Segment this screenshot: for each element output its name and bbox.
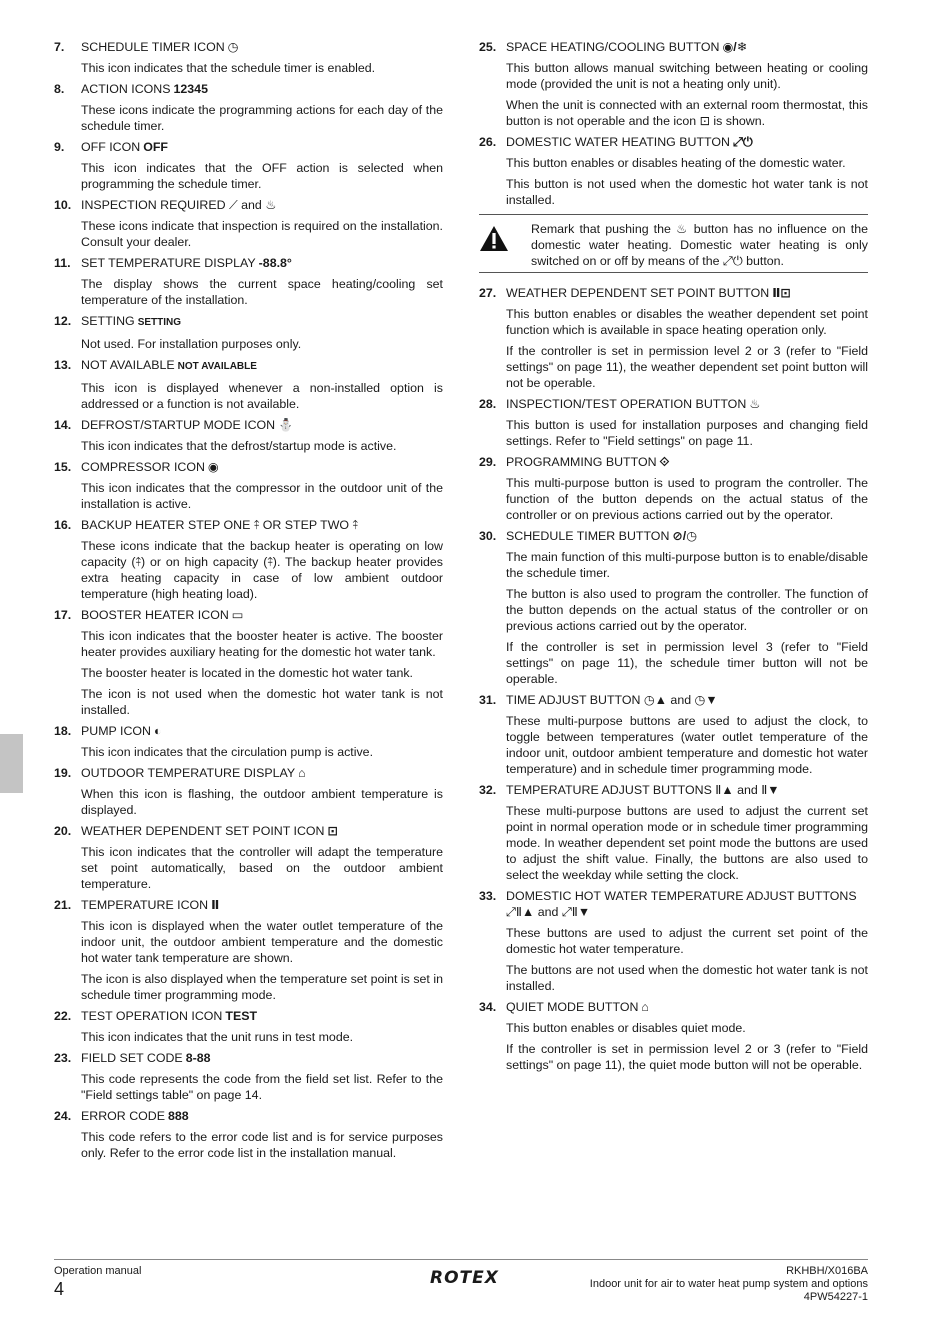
item-title-text: INSPECTION REQUIRED ⟋ and ♨ (81, 198, 277, 212)
item-symbol-icon: NOT AVAILABLE (177, 361, 257, 372)
item-title (81, 765, 443, 781)
item-number: 15. (54, 460, 72, 474)
item-symbol-icon: ⤢⏻ (732, 135, 753, 149)
item-number: 20. (54, 824, 72, 838)
item-number: 10. (54, 198, 72, 212)
manual-item (479, 396, 868, 449)
item-title (81, 39, 443, 55)
footer-divider (54, 1259, 868, 1260)
item-title-text: COMPRESSOR ICON (81, 460, 205, 474)
item-title-text: SPACE HEATING/COOLING BUTTON (506, 40, 720, 54)
brand-logo: ROTEX (430, 1268, 499, 1288)
item-title-text: ACTION ICONS (81, 82, 171, 96)
item-title (506, 39, 868, 55)
item-symbol-icon: ◉/❄ (722, 40, 748, 54)
item-paragraph: The display shows the current space heating/cooling set temperature of the installation. (81, 277, 443, 307)
item-symbol-icon: ▭ (231, 608, 244, 622)
item-heading (479, 39, 868, 55)
item-symbol-icon: ⟐ (659, 455, 670, 469)
item-number: 27. (479, 286, 497, 300)
item-title (506, 528, 868, 544)
item-paragraph: The buttons are not used when the domestic hot water tank is not installed. (506, 963, 868, 993)
item-title-text: TEST OPERATION ICON (81, 1009, 223, 1023)
item-heading (54, 1108, 443, 1124)
manual-item (54, 823, 443, 892)
item-title (506, 396, 868, 412)
item-paragraph: These icons indicate that inspection is required on the installation. Consult your dealer. (81, 219, 443, 249)
item-paragraph: This icon is displayed whenever a non-installed option is addressed or a function is not available. (81, 381, 443, 411)
item-title-text: WEATHER DEPENDENT SET POINT ICON (81, 824, 325, 838)
item-paragraph: If the controller is set in permission level 2 or 3 (refer to "Field settings" on page 11), the quiet mode button will not be operable. (506, 1042, 868, 1072)
item-title (81, 823, 443, 839)
item-title-text: FIELD SET CODE (81, 1051, 183, 1065)
item-paragraph: This icon indicates that the schedule timer is enabled. (81, 61, 376, 75)
item-paragraph: When the unit is connected with an external room thermostat, this button is not operable and the icon ⊡ is shown. (506, 98, 868, 128)
item-paragraph: The button is also used to program the controller. The function of the button depends on the actual status of the controller or on previous actions carried out by the operator. (506, 587, 868, 633)
item-paragraph: The booster heater is located in the domestic hot water tank. (81, 666, 413, 680)
item-number: 28. (479, 397, 497, 411)
item-paragraph: The icon is also displayed when the temperature set point is set in schedule timer programming mode. (81, 972, 443, 1002)
item-heading (479, 888, 868, 920)
item-title (506, 692, 868, 708)
manual-item (54, 517, 443, 602)
item-title-text: TEMPERATURE ICON (81, 898, 209, 912)
item-number: 7. (54, 40, 65, 54)
item-paragraph: This icon indicates that the unit runs in test mode. (81, 1030, 354, 1044)
manual-item (54, 81, 443, 134)
manual-item (54, 1050, 443, 1103)
item-symbol-icon: ⌂ (641, 1000, 649, 1014)
section-side-tab (0, 734, 23, 793)
item-heading (479, 692, 868, 708)
manual-item (479, 528, 868, 687)
item-paragraph: These multi-purpose buttons are used to adjust the clock, to toggle between temperatures (water outlet temperature of the indoor unit, outdoor ambient temperature and domestic hot water temperature) and in schedule timer programming mode. (506, 714, 868, 776)
item-title (81, 1050, 443, 1066)
item-title (506, 999, 868, 1015)
item-title-text: PROGRAMMING BUTTON (506, 455, 657, 469)
item-paragraph: This button enables or disables heating of the domestic water. (506, 156, 846, 170)
item-number: 12. (54, 314, 72, 328)
page-number: 4 (54, 1279, 65, 1299)
item-symbol-icon: ⛄ (278, 418, 294, 432)
item-heading (54, 197, 443, 213)
item-paragraph: If the controller is set in permission level 3 (refer to "Field settings" on page 11), the schedule timer button will not be operable. (506, 640, 868, 686)
manual-item (479, 888, 868, 994)
manual-item (54, 607, 443, 718)
item-number: 19. (54, 766, 72, 780)
item-symbol-icon: Ⅱ⊡ (772, 286, 791, 300)
item-title (81, 517, 443, 533)
manual-item (54, 139, 443, 192)
item-title-text: WEATHER DEPENDENT SET POINT BUTTON (506, 286, 770, 300)
item-title-text: TIME ADJUST BUTTON ◷▲ and ◷▼ (506, 693, 718, 707)
item-symbol-icon: -88.8° (258, 256, 292, 270)
item-paragraph: These icons indicate the programming actions for each day of the schedule timer. (81, 103, 443, 133)
item-title (81, 139, 443, 155)
item-title-text: SCHEDULE TIMER BUTTON (506, 529, 670, 543)
item-title (506, 454, 868, 470)
item-title (506, 285, 868, 301)
item-title-text: INSPECTION/TEST OPERATION BUTTON (506, 397, 747, 411)
item-number: 18. (54, 724, 72, 738)
item-title-text: ERROR CODE (81, 1109, 165, 1123)
manual-item (479, 39, 868, 129)
right-column-items-b (479, 285, 868, 1073)
manual-item (54, 1008, 443, 1045)
item-paragraph: This icon indicates that the compressor in the outdoor unit of the installation is active. (81, 481, 443, 511)
item-symbol-icon: ⌂ (298, 766, 306, 780)
item-paragraph: This icon is displayed when the water outlet temperature of the indoor unit, the outdoor ambient temperature and the domestic hot water tank temperature are shown. (81, 919, 443, 965)
item-title-text: NOT AVAILABLE (81, 358, 175, 372)
item-heading (54, 723, 443, 739)
item-heading (479, 454, 868, 470)
item-paragraph: This button enables or disables quiet mode. (506, 1021, 746, 1035)
item-title (81, 607, 443, 623)
item-title (81, 459, 443, 475)
manual-item (54, 255, 443, 308)
item-number: 17. (54, 608, 72, 622)
item-paragraph: The main function of this multi-purpose button is to enable/disable the schedule timer. (506, 550, 868, 580)
manual-item (54, 357, 443, 412)
footer-description: Indoor unit for air to water heat pump system and options (589, 1278, 868, 1290)
manual-item (479, 454, 868, 523)
item-paragraph: This multi-purpose button is used to program the controller. The function of the button depends on the actual status of the controller or on previous actions carried out by the operator. (506, 476, 868, 522)
item-symbol-icon: TEST (225, 1009, 258, 1023)
item-title (81, 897, 443, 913)
item-number: 23. (54, 1051, 72, 1065)
warning-text: Remark that pushing the ♨ button has no influence on the domestic water heating. Domestic water heating is only switched on or off by means of the ⤢⏻ button. (531, 222, 868, 268)
item-paragraph: These icons indicate that the backup heater is operating on low capacity (⤉) or on high capacity (⤉). The backup heater provides extra heating capacity in case of low ambient outdoor temperature (high heating load). (81, 539, 443, 601)
item-paragraph: These multi-purpose buttons are used to adjust the current set point in normal operation mode or in schedule timer programming mode. In weather dependent set point mode the buttons are used to adjust the shift value. Finally, the buttons are also used to select the weekday while setting the clock. (506, 804, 868, 882)
footer-model: RKHBH/X016BA (786, 1265, 868, 1277)
item-heading (479, 285, 868, 301)
item-symbol-icon: ♨ (749, 397, 761, 411)
item-paragraph: The icon is not used when the domestic hot water tank is not installed. (81, 687, 443, 717)
item-title (506, 134, 868, 150)
item-heading (54, 1008, 443, 1024)
item-paragraph: This button enables or disables the weather dependent set point function which is available in space heating operation only. (506, 307, 868, 337)
item-symbol-icon: Ⅱ (211, 898, 220, 912)
footer-right (590, 1265, 868, 1304)
item-number: 34. (479, 1000, 497, 1014)
item-title-text: QUIET MODE BUTTON (506, 1000, 639, 1014)
item-heading (479, 528, 868, 544)
item-number: 25. (479, 40, 497, 54)
item-number: 30. (479, 529, 497, 543)
item-paragraph: When this icon is flashing, the outdoor ambient temperature is displayed. (81, 787, 443, 817)
footer-doc-type: Operation manual (54, 1265, 142, 1277)
item-heading (54, 459, 443, 475)
item-paragraph: This button is not used when the domestic hot water tank is not installed. (506, 177, 868, 207)
item-paragraph: This code refers to the error code list and is for service purposes only. Refer to the error code list in the installation manual. (81, 1130, 443, 1160)
item-title-text: DOMESTIC HOT WATER TEMPERATURE ADJUST BUTTONS ⤢Ⅱ▲ and ⤢Ⅱ▼ (506, 889, 857, 919)
item-heading (54, 517, 443, 533)
item-heading (54, 39, 443, 55)
manual-item (54, 197, 443, 250)
item-heading (54, 313, 443, 331)
item-title (81, 313, 443, 331)
item-paragraph: This icon indicates that the circulation pump is active. (81, 745, 374, 759)
item-symbol-icon: SETTING (137, 317, 182, 328)
item-number: 11. (54, 256, 71, 270)
item-symbol-icon: 12345 (173, 82, 208, 96)
manual-item (479, 999, 868, 1073)
item-title-text: SET TEMPERATURE DISPLAY (81, 256, 256, 270)
item-title-text: OUTDOOR TEMPERATURE DISPLAY (81, 766, 296, 780)
item-title-text: BOOSTER HEATER ICON (81, 608, 229, 622)
item-number: 22. (54, 1009, 72, 1023)
item-title-text: TEMPERATURE ADJUST BUTTONS Ⅱ▲ and Ⅱ▼ (506, 783, 780, 797)
item-paragraph: If the controller is set in permission level 2 or 3 (refer to "Field settings" on page 11), the weather dependent set point button will not be operable. (506, 344, 868, 390)
item-title-text: PUMP ICON (81, 724, 151, 738)
right-column (479, 39, 868, 1078)
item-title (81, 1108, 443, 1124)
item-title (81, 1008, 443, 1024)
item-number: 31. (479, 693, 497, 707)
manual-item (54, 897, 443, 1003)
item-title (81, 417, 443, 433)
item-number: 9. (54, 140, 65, 154)
item-heading (54, 897, 443, 913)
item-title-text: DOMESTIC WATER HEATING BUTTON (506, 135, 730, 149)
item-paragraph: This icon indicates that the OFF action is selected when programming the schedule timer. (81, 161, 443, 191)
item-title (81, 197, 443, 213)
item-title (506, 782, 868, 798)
item-title-text: OFF ICON (81, 140, 141, 154)
footer-left (54, 1265, 141, 1299)
item-number: 33. (479, 889, 497, 903)
item-title (506, 888, 868, 920)
item-heading (54, 357, 443, 375)
item-heading (54, 255, 443, 271)
footer-doc-code: 4PW54227-1 (803, 1291, 868, 1303)
item-heading (479, 134, 868, 150)
manual-item (479, 285, 868, 391)
item-number: 21. (54, 898, 72, 912)
item-paragraph: This button is used for installation purposes and changing field settings. Refer to "Field settings" on page 11. (506, 418, 868, 448)
item-paragraph: This icon indicates that the defrost/startup mode is active. (81, 439, 397, 453)
item-title (81, 81, 443, 97)
item-symbol-icon: 8-88 (185, 1051, 211, 1065)
item-symbol-icon: OFF (143, 140, 168, 154)
item-heading (54, 607, 443, 623)
item-heading (54, 765, 443, 781)
item-number: 29. (479, 455, 497, 469)
item-title (81, 723, 443, 739)
item-heading (54, 823, 443, 839)
item-number: 26. (479, 135, 497, 149)
item-symbol-icon: ◉ (207, 460, 219, 474)
manual-item (479, 692, 868, 777)
left-column (54, 39, 443, 1166)
manual-item (54, 313, 443, 352)
item-symbol-icon: 888 (168, 1109, 189, 1123)
item-symbol-icon: ◷ (227, 40, 239, 54)
item-heading (54, 417, 443, 433)
item-heading (54, 139, 443, 155)
item-paragraph: This icon indicates that the booster heater is active. The booster heater provides auxiliary heating for the domestic hot water tank. (81, 629, 443, 659)
manual-item (54, 723, 443, 760)
item-title-text: SCHEDULE TIMER ICON (81, 40, 225, 54)
item-title-text: DEFROST/STARTUP MODE ICON (81, 418, 276, 432)
manual-item (54, 417, 443, 454)
item-number: 8. (54, 82, 65, 96)
item-symbol-icon: ⊡ (327, 824, 338, 838)
manual-item (479, 782, 868, 883)
manual-item (54, 39, 443, 76)
manual-item (54, 1108, 443, 1161)
item-number: 14. (54, 418, 72, 432)
item-paragraph: Not used. For installation purposes only. (81, 337, 302, 351)
item-paragraph: This button allows manual switching between heating or cooling mode (provided the unit is not a heating only unit). (506, 61, 868, 91)
item-title (81, 255, 443, 271)
item-title-text: BACKUP HEATER STEP ONE ⤉ OR STEP TWO ⤉ (81, 518, 358, 532)
item-heading (54, 1050, 443, 1066)
item-symbol-icon: ⊘/◷ (672, 529, 698, 543)
manual-item (479, 134, 868, 208)
manual-item (54, 459, 443, 512)
item-number: 24. (54, 1109, 72, 1123)
item-paragraph: These buttons are used to adjust the current set point of the domestic hot water temperature. (506, 926, 868, 956)
manual-item (54, 765, 443, 818)
item-heading (479, 782, 868, 798)
item-number: 13. (54, 358, 72, 372)
warning-triangle-icon (479, 221, 531, 269)
item-number: 32. (479, 783, 497, 797)
item-paragraph: This icon indicates that the controller will adapt the temperature set point automatically, based on the outdoor ambient temperature. (81, 845, 443, 891)
warning-remark (479, 214, 868, 273)
item-heading (479, 999, 868, 1015)
item-title-text: SETTING (81, 314, 135, 328)
item-symbol-icon: ◐ (154, 724, 162, 738)
item-paragraph: This code represents the code from the field set list. Refer to the "Field settings table" on page 14. (81, 1072, 443, 1102)
right-column-items-a (479, 39, 868, 208)
item-title (81, 357, 443, 375)
item-heading (479, 396, 868, 412)
item-number: 16. (54, 518, 72, 532)
item-heading (54, 81, 443, 97)
